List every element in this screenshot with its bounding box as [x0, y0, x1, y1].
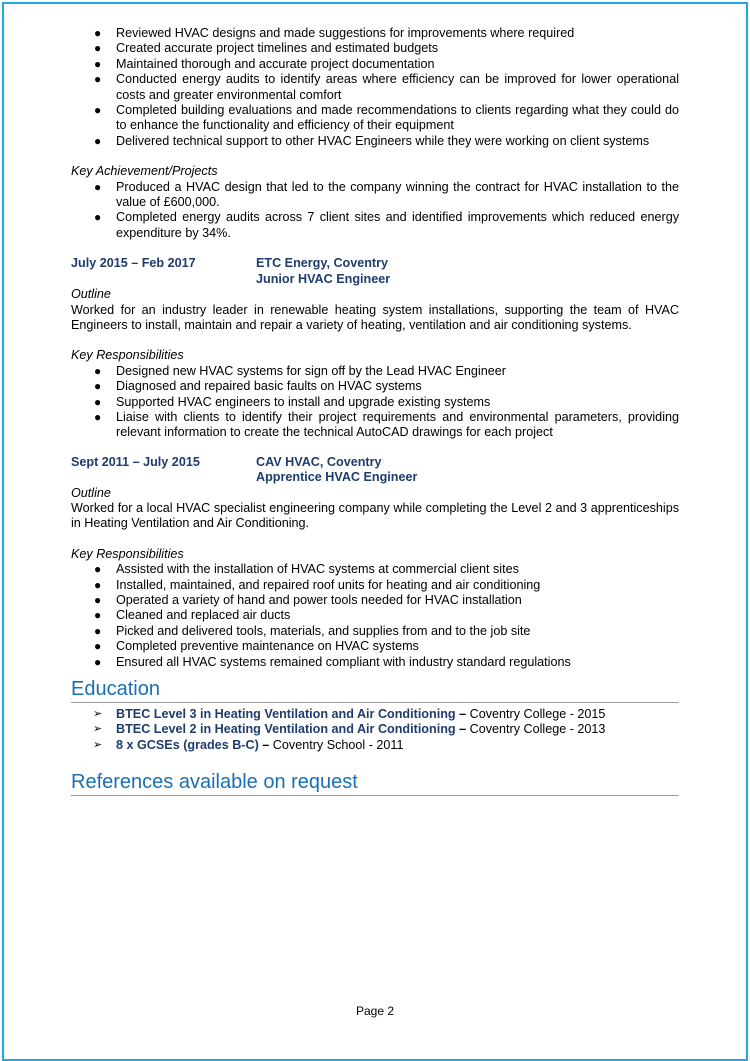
outline-label: Outline [71, 287, 111, 302]
job-title: Junior HVAC Engineer [256, 271, 391, 286]
responsibilities-label: Key Responsibilities [71, 348, 184, 363]
bullet-icon: ● [94, 103, 102, 118]
bullet-icon: ● [94, 41, 102, 56]
list-item: ➢ BTEC Level 2 in Heating Ventilation and Air Conditioning – Coventry College - 2013 [93, 722, 606, 737]
previous-role-responsibilities [71, 26, 679, 149]
list-item: ● Completed building evaluations and made recommendations to clients regarding what they could do to enhance the functionality and efficiency of their equipment [94, 103, 679, 133]
bullet-icon: ● [94, 639, 102, 654]
bullet-icon: ● [94, 562, 102, 577]
bullet-icon: ● [94, 363, 102, 378]
job-outline: Worked for a local HVAC specialist engineering company while completing the Level 2 and 3 apprenticeships in Heating Ventilation and Air Conditioning. [71, 500, 679, 531]
bullet-icon: ● [94, 72, 102, 87]
job-company: ETC Energy, Coventry [256, 256, 389, 271]
job-org [256, 455, 679, 486]
bullet-icon: ● [94, 379, 102, 394]
bullet-icon: ● [94, 210, 102, 225]
list-item: ● Reviewed HVAC designs and made suggestions for improvements where required [94, 26, 575, 40]
list-item: ● Installed, maintained, and repaired roof units for heating and air conditioning [94, 577, 541, 592]
bullet-icon: ● [94, 26, 102, 40]
job-header-etc-energy [71, 256, 679, 287]
bullet-icon: ● [94, 409, 102, 424]
bullet-icon: ● [94, 623, 102, 638]
job-responsibilities [71, 364, 679, 441]
job-outline: Worked for an industry leader in renewable heating system installations, supporting the team of HVAC Engineers to install, maintain and repair a variety of heating, ventilation and air conditioning systems. [71, 302, 679, 332]
job-dates: July 2015 – Feb 2017 [71, 256, 196, 271]
list-item: ● Supported HVAC engineers to install and upgrade existing systems [94, 394, 491, 409]
job-org [256, 256, 679, 287]
bullet-icon: ● [94, 394, 102, 409]
achievements-list [71, 180, 679, 242]
list-item: ➢ 8 x GCSEs (grades B-C) – Coventry School - 2011 [93, 737, 404, 752]
job-dates: Sept 2011 – July 2015 [71, 454, 200, 469]
job-responsibilities [71, 562, 679, 670]
list-item: ● Operated a variety of hand and power tools needed for HVAC installation [94, 593, 522, 607]
bullet-icon: ● [94, 577, 102, 592]
list-item: ● Conducted energy audits to identify areas where efficiency can be improved for lower operational costs and greater environmental comfort [94, 72, 679, 102]
bullet-icon: ● [94, 179, 102, 194]
outline-label: Outline [71, 485, 111, 500]
bullet-icon: ● [94, 608, 102, 623]
list-item: ● Completed preventive maintenance on HVAC systems [94, 639, 419, 654]
list-item: ● Created accurate project timelines and estimated budgets [94, 41, 439, 56]
list-item: ● Assisted with the installation of HVAC systems at commercial client sites [94, 562, 519, 577]
bullet-icon: ● [94, 133, 102, 148]
responsibilities-label: Key Responsibilities [71, 546, 184, 561]
bullet-icon: ● [94, 56, 102, 71]
arrow-bullet-icon: ➢ [93, 738, 103, 751]
education-heading: Education [71, 677, 679, 703]
references-heading: References available on request [71, 770, 679, 796]
list-item: ● Produced a HVAC design that led to the company winning the contract for HVAC installation to the value of £600,000. [94, 179, 679, 210]
list-item: ● Cleaned and replaced air ducts [94, 608, 291, 623]
list-item: ● Designed new HVAC systems for sign off by the Lead HVAC Engineer [94, 363, 506, 378]
list-item: ● Ensured all HVAC systems remained compliant with industry standard regulations [94, 654, 571, 669]
bullet-icon: ● [94, 593, 102, 607]
list-item: ● Maintained thorough and accurate project documentation [94, 56, 435, 71]
achievements-label: Key Achievement/Projects [71, 164, 218, 179]
education-list [71, 707, 679, 753]
page-number: Page 2 [355, 1004, 395, 1018]
bullet-icon: ● [94, 654, 102, 669]
job-company: CAV HVAC, Coventry [256, 454, 382, 469]
arrow-bullet-icon: ➢ [93, 723, 103, 736]
job-title: Apprentice HVAC Engineer [256, 470, 418, 485]
list-item: ● Completed energy audits across 7 client sites and identified improvements which reduced energy expenditure by 34%. [94, 210, 679, 240]
cv-page-content [71, 26, 679, 796]
list-item: ● Diagnosed and repaired basic faults on HVAC systems [94, 379, 422, 394]
arrow-bullet-icon: ➢ [93, 708, 103, 721]
list-item: ● Liaise with clients to identify their project requirements and environmental parameters, providing relevant information to create the technical AutoCAD drawings for each project [94, 409, 679, 440]
job-header-cav-hvac [71, 455, 679, 486]
list-item: ➢ BTEC Level 3 in Heating Ventilation and Air Conditioning – Coventry College - 2015 [93, 707, 606, 722]
list-item: ● Delivered technical support to other HVAC Engineers while they were working on client systems [94, 133, 650, 148]
list-item: ● Picked and delivered tools, materials, and supplies from and to the job site [94, 623, 531, 638]
